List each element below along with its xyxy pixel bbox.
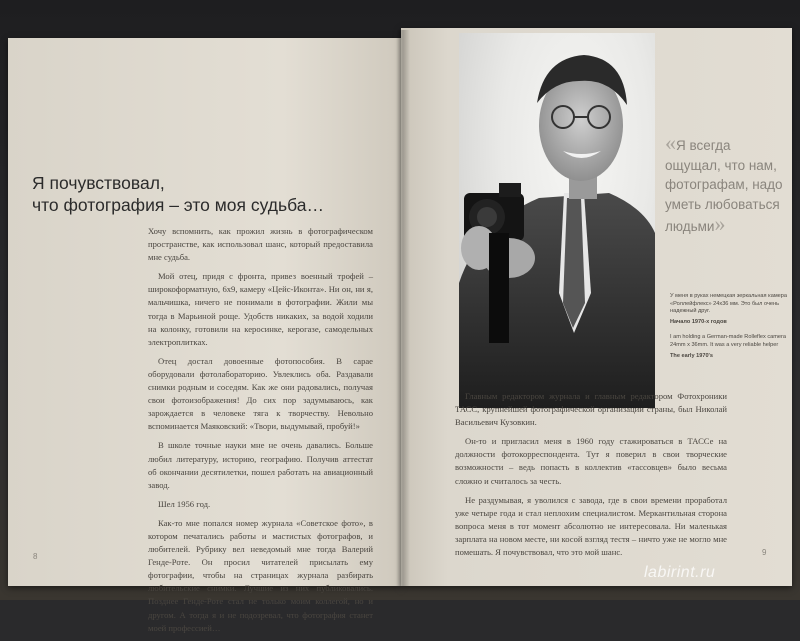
caption-english: I am holding a German-made Rolleflex camera 24mm x 36mm. It was a very reliable helper xyxy=(670,334,786,348)
caption-russian-date: Начало 1970-х годов xyxy=(670,318,727,325)
caption-russian: У меня в руках немецкая зеркальная камера «Роллейфлекс» 24х36 мм. Это был очень надежный друг. xyxy=(670,293,787,315)
headline: Я почувствовал, что фотография – это моя судьба… xyxy=(32,173,324,215)
quote-open-mark: « xyxy=(665,130,676,155)
paragraph: Главным редактором журнала и главным редактором Фотохроники ТАСС, крупнейшей фотографической организации страны, был Николай Васильевич Кузовкин. xyxy=(455,391,727,428)
paragraph: В школе точные науки мне не очень давались. Больше любил литературу, историю, географию. Получив аттестат об окончании десятилетки, пошел работать на авиационный завод. xyxy=(148,440,373,490)
photo-caption xyxy=(670,293,790,368)
paragraph: Шел 1956 год. xyxy=(158,498,211,509)
caption-english-date: The early 1970's xyxy=(670,352,714,359)
pull-quote xyxy=(665,130,785,237)
paragraph: Он-то и пригласил меня в 1960 году стажироваться в ТАССе на должности фотокорреспондента. Тут я поверил в свои творческие возможности – ведь попасть в коллектив «тассовцев» было весьма сложно и считалось за честь. xyxy=(455,436,727,486)
paragraph: Хочу вспомнить, как прожил жизнь в фотографическом пространстве, как использовал шанс, который предоставила мне судьба. xyxy=(148,226,373,263)
quote-close-mark: » xyxy=(714,211,726,236)
page-number-left: 8 xyxy=(33,552,38,561)
page-number-right: 9 xyxy=(762,548,767,557)
quote-text: Я всегда ощущал, что нам, фотографам, надо уметь любоваться людьми xyxy=(665,138,783,234)
paragraph: Отец достал довоенные фотопособия. В сарае оборудовали фотолабораторию. Увлеклись оба. Раздавали снимки родным и соседям. Как же они радовались, получая свои фотоизображения! До сих пор задумываюсь, как зарождается в человеке тяга к творчеству. Невольно вспоминается Маяковский: «Твори, выдумывай, пробуй!» xyxy=(148,355,373,432)
book-gutter xyxy=(396,30,410,586)
paragraph: Не раздумывая, я уволился с завода, где в свои времени проработал уже четыре года и стал неплохим специалистом. Меркантильная сторона вопроса меня в тот момент абсолютно не интересовала. Ни маленькая зарплата на новом месте, ни косой взгляд тестя – ничто уже не могло мне помешать. Я почувствовал, что это мой шанс. xyxy=(455,494,727,558)
left-body-text xyxy=(148,225,373,641)
paragraph: Как-то мне попался номер журнала «Советское фото», в котором печатались работы и мастистых фотографов, и любителей. Рубрику вел неведомый мне тогда Валерий Гендe-Роте. Он просил читателей присылать ему фотографии, чтобы на страницах журнала разбирать любительские снимки. Лучшие из них публиковались. Позднее Генде-Роте стал не только моим коллегой, но и другом. А тогда я и не подозревал, что фотография станет моей профессией… xyxy=(148,517,373,633)
right-body-text xyxy=(455,390,727,565)
portrait-photo xyxy=(459,33,655,408)
watermark: labirint.ru xyxy=(644,564,716,581)
paragraph: Мой отец, придя с фронта, привез военный трофей – широкоформатную, 6х9, камеру «Цейс-Иконта». Ни он, ни я, мальчишка, ничего не понимали в фотографии. Жили мы тогда в Марьиной роще. Удобств никаких, за водой ходили на колонку, готовили на керосинке, керогазе, самодельных электроплитках. xyxy=(148,271,373,347)
